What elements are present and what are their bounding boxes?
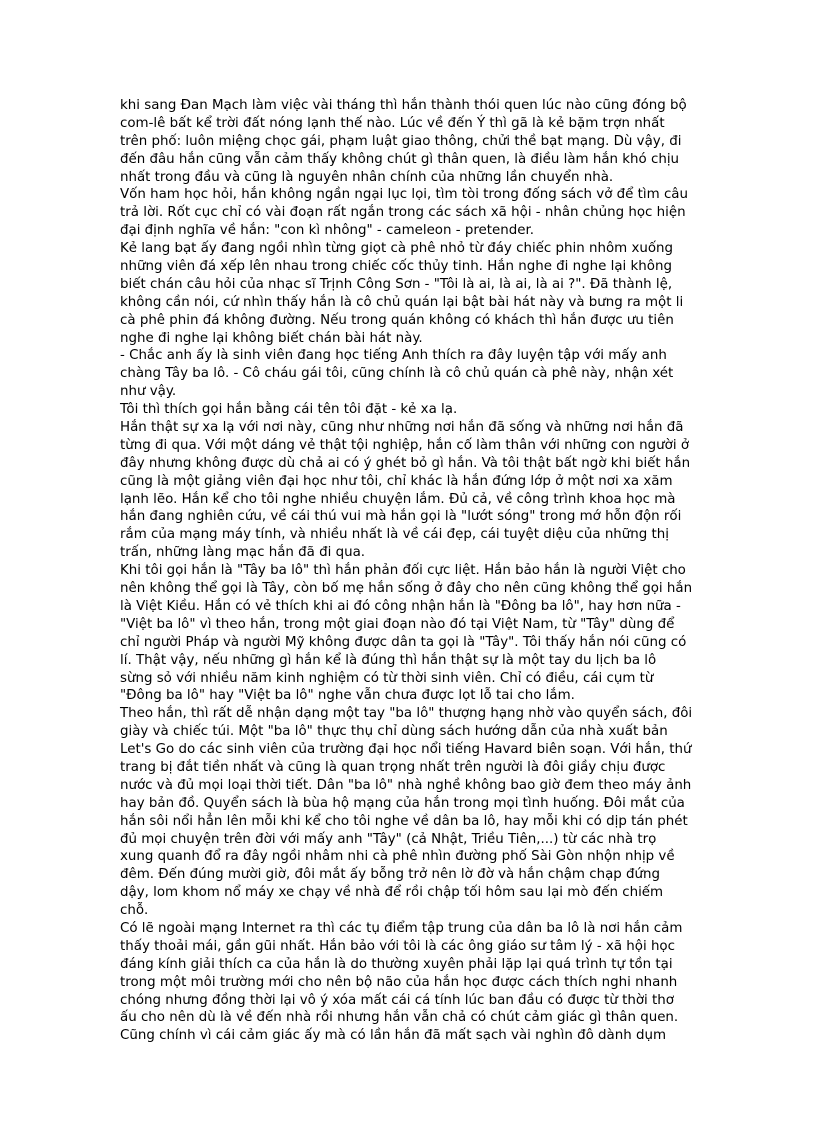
text-line: những viên đá xếp lên nhau trong chiếc cốc thủy tinh. Hắn nghe đi nghe lại không: [120, 259, 672, 275]
text-line: - Chắc anh ấy là sinh viên đang học tiếng Anh thích ra đây luyện tập với mấy anh: [120, 348, 667, 364]
text-line: com-lê bất kể trời đất nóng lạnh thế nào. Lúc về đến Ý thì gã là kẻ bặm trợn nhất: [120, 115, 665, 131]
text-line: chỉ người Pháp và người Mỹ không được dân ta gọi là "Tây". Tôi thấy hắn nói cũng có: [120, 634, 687, 650]
text-line: biết chán câu hỏi của nhạc sĩ Trịnh Công Sơn - "Tôi là ai, là ai, là ai ?". Đã thành lệ,: [120, 276, 673, 292]
text-line: sừng sỏ với nhiều năm kinh nghiệm có từ thời sinh viên. Chỉ có điều, cái cụm từ: [120, 670, 654, 686]
text-line: như vậy.: [120, 384, 177, 400]
text-line: Let's Go do các sinh viên của trường đại học nổi tiếng Havard biên soạn. Với hắn, thứ: [120, 742, 692, 758]
text-line: giày và chiếc túi. Một "ba lô" thực thụ chỉ dùng sách hướng dẫn của nhà xuất bản: [120, 724, 668, 740]
text-line: cũng là một giảng viên đại học như tôi, chỉ khác là hắn đứng lớp ở một nơi xa xăm: [120, 473, 673, 489]
text-line: đủ mọi chuyện trên đời với mấy anh "Tây" (cả Nhật, Triều Tiên,...) từ các nhà trọ: [120, 831, 657, 847]
text-line: Có lẽ ngoài mạng Internet ra thì các tụ điểm tập trung của dân ba lô là nơi hắn cảm: [120, 920, 683, 936]
text-line: đến đâu hắn cũng vẫn cảm thấy không chút gì thân quen, là điều làm hắn khó chịu: [120, 151, 680, 167]
text-line: lí. Thật vậy, nếu những gì hắn kể là đúng thì hắn thật sự là một tay du lịch ba lô: [120, 652, 657, 668]
text-line: hay bản đồ. Quyển sách là bùa hộ mạng của hắn trong mọi tình huống. Đôi mắt của: [120, 795, 685, 811]
text-line: thấy thoải mái, gần gũi nhất. Hắn bảo với tôi là các ông giáo sư tâm lý - xã hội học: [120, 938, 675, 954]
text-line: từng đi qua. Với một dáng vẻ thật tội nghiệp, hắn cố làm thân với những con người ở: [120, 437, 690, 453]
text-line: không cần nói, cứ nhìn thấy hắn là cô chủ quán lại bật bài hát này và bưng ra một li: [120, 294, 684, 310]
text-line: nước và đủ mọi loại thời tiết. Dân "ba lô" nhà nghề không bao giờ đem theo máy ảnh: [120, 777, 692, 793]
text-line: khi sang Đan Mạch làm việc vài tháng thì hắn thành thói quen lúc nào cũng đóng bộ: [120, 98, 687, 113]
text-line: "Đông ba lô" hay "Việt ba lô" nghe vẫn chưa được lọt lỗ tai cho lắm.: [120, 688, 575, 704]
text-line: trấn, những làng mạc hắn đã đi qua.: [120, 545, 366, 561]
text-line: nên không thể gọi là Tây, còn bố mẹ hắn sống ở đây cho nên cũng không thể gọi hắn: [120, 581, 693, 597]
text-line: đáng kính giải thích ca của hắn là do thường xuyên phải lặp lại quá trình tự tồn tại: [120, 956, 673, 972]
text-line: đêm. Đến đúng mười giờ, đôi mắt ấy bỗng trở nên lờ đờ và hắn chậm chạp đứng: [120, 867, 661, 883]
text-line: là Việt Kiều. Hắn có vẻ thích khi ai đó công nhận hắn là "Đông ba lô", hay hơn nữa -: [120, 598, 681, 614]
text-line: lạnh lẽo. Hắn kể cho tôi nghe nhiều chuyện lắm. Đủ cả, về công trình khoa học mà: [120, 491, 676, 507]
text-line: xung quanh đổ ra đây ngồi nhâm nhi cà phê nhìn đường phố Sài Gòn nhộn nhịp về: [120, 849, 675, 865]
text-line: Cũng chính vì cái cảm giác ấy mà có lần hắn đã mất sạch vài nghìn đô dành dụm: [120, 1028, 667, 1044]
text-line: Kẻ lang bạt ấy đang ngồi nhìn từng giọt cà phê nhỏ từ đáy chiếc phin nhôm xuống: [120, 241, 674, 257]
text-line: Theo hắn, thì rất dễ nhận dạng một tay "ba lô" thượng hạng nhờ vào quyển sách, đôi: [120, 706, 693, 722]
text-line: Hắn thật sự xa lạ với nơi này, cũng như những nơi hắn đã sống và những nơi hắn đã: [120, 420, 684, 436]
text-line: cà phê phin đá không đường. Nếu trong quán không có khách thì hắn được ưu tiên: [120, 312, 674, 328]
text-line: Vốn ham học hỏi, hắn không ngần ngại lục lọi, tìm tòi trong đống sách vở để tìm câu: [120, 187, 688, 203]
text-line: Khi tôi gọi hắn là "Tây ba lô" thì hắn phản đối cực liệt. Hắn bảo hắn là người Việt cho: [120, 563, 686, 579]
text-line: chàng Tây ba lô. - Cô cháu gái tôi, cũng chính là cô chủ quán cà phê này, nhận xét: [120, 366, 674, 382]
text-line: trả lời. Rốt cục chỉ có vài đoạn rất ngắn trong các sách xã hội - nhân chủng học hiện: [120, 205, 686, 221]
text-line: rắm của mạng máy tính, và nhiều nhất là về cái đẹp, cái tuyệt diệu của những thị: [120, 527, 669, 543]
text-line: dậy, lom khom nổ máy xe chạy về nhà để rồi chập tối hôm sau lại mò đến chiếm: [120, 885, 664, 901]
text-line: hắn đang nghiên cứu, về cái thú vui mà hắn gọi là "lướt sóng" trong mớ hỗn độn rối: [120, 509, 682, 525]
text-line: chóng nhưng đồng thời lại vô ý xóa mất cái cá tính lúc ban đầu có được từ thời thơ: [120, 992, 674, 1008]
text-line: Tôi thì thích gọi hắn bằng cái tên tôi đặt - kẻ xa lạ.: [120, 402, 458, 418]
text-line: trang bị đắt tiền nhất và cũng là quan trọng nhất trên người là đôi giầy chịu được: [120, 759, 666, 775]
text-line: nghe đi nghe lại không biết chán bài hát này.: [120, 330, 423, 346]
text-line: chỗ.: [120, 903, 149, 919]
text-line: "Việt ba lô" vì theo hắn, trong một giai đoạn nào đó tại Việt Nam, từ "Tây" dùng để: [120, 616, 675, 632]
text-line: đây nhưng không được dù chả ai có ý ghét bỏ gì hắn. Và tôi thật bất ngờ khi biết hắn: [120, 455, 691, 471]
text-line: ấu cho nên dù là về đến nhà rồi nhưng hắn vẫn chả có chút cảm giác gì thân quen.: [120, 1010, 679, 1026]
text-line: nhất trong đầu và cũng là nguyên nhân chính của những lần chuyển nhà.: [120, 169, 614, 185]
text-line: trong một môi trường mới cho nên bộ não của hắn học được cách thích nghi nhanh: [120, 974, 678, 990]
text-line: trên phố: luôn miệng chọc gái, phạm luật giao thông, chửi thề bạt mạng. Dù vậy, đi: [120, 133, 682, 149]
text-line: đại định nghĩa về hắn: "con kì nhông" - cameleon - pretender.: [120, 223, 535, 239]
text-line: hắn sôi nổi hẳn lên mỗi khi kể cho tôi nghe về dân ba lô, hay mỗi khi có dịp tán phét: [120, 813, 688, 829]
document-body: [120, 97, 705, 1045]
